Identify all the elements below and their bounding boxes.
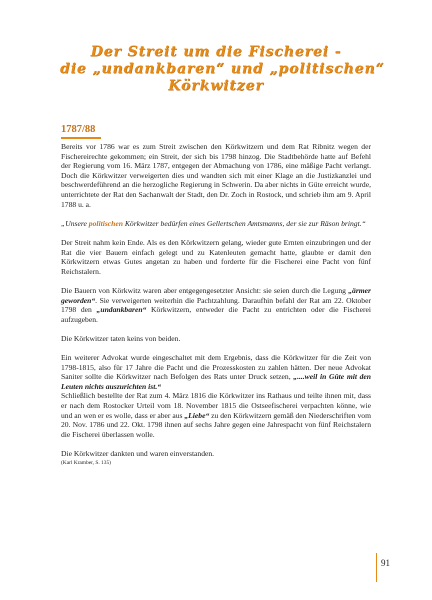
paragraph-5-a: Ein weiterer Advokat wurde eingeschaltet mit dem Ergebnis, dass die Körkwitzer für die Zeit von 1798-1815, also für 17 Jahre die Pacht und die Prozesskosten zu zahlen hätten. Der neue Advokat Saniter sollte die Körkwitzer nach Befolgen des Rats unter Druck setzen,	[61, 353, 371, 382]
paragraph-3-e: Körkwitzern, entweder die Pacht zu entrichten oder die Fischerei aufzugeben.	[61, 305, 371, 324]
quote-1-highlight: politischen	[88, 218, 123, 228]
section-year: 1787/88	[61, 124, 96, 135]
paragraph-5-quote-1: „....weil in Güte mit den Leuten nichts auszurichten ist.“	[61, 372, 371, 391]
paragraph-3-a: Die Bauern von Körkwitz waren aber entgegengesetzter Ansicht: sie seien durch die Legung	[61, 285, 349, 295]
paragraph-4: Die Körkwitzer taten keins von beiden.	[61, 333, 181, 343]
year-underline	[61, 137, 101, 139]
page-title	[60, 44, 385, 95]
paragraph-2: Der Streit nahm kein Ende. Als es den Körkwitzern gelang, wieder gute Ernten einzubringen und der Rat die vier Bauern einfach gelegt und zu Katenleuten gemacht hatte, glaubte er damit den Körkwitzern etwas Gutes angetan zu haben und forderte für die Fischerei eine Pacht von fünf Reichstalern.	[61, 237, 371, 276]
paragraph-3-quote-1: „ärmer geworden“	[61, 285, 371, 305]
quote-1-start: „Unsere	[61, 218, 89, 228]
paragraph-5-quote-2: „Liebe“	[184, 410, 210, 420]
paragraph-3-quote-2: „undankbaren“	[96, 305, 147, 315]
quote-1	[61, 219, 371, 229]
title-line-3: Körkwitzer	[168, 78, 264, 94]
paragraph-5-continued	[61, 391, 371, 439]
paragraph-5-e: zu den Körkwitzern gemäß den Niederschriften vom 20. Nov. 1786 und 22. Okt. 1798 ihnen auf sechs Jahre gegen eine Jahrespacht von fünf Reichstalern die Fischerei überlassen wolle.	[61, 410, 372, 439]
paragraph-3-c: . Sie verweigerten weiterhin die Pachtzahlung. Daraufhin befahl der Rat am 22. Oktober 1798 den	[61, 295, 371, 315]
title-line-2: die „undankbaren“ und „politischen“	[60, 61, 385, 77]
paragraph-5	[61, 353, 371, 391]
paragraph-6: Die Körkwitzer dankten und waren einverstanden.	[61, 449, 215, 458]
page-number-rule	[376, 553, 377, 582]
source-citation: (Karl Kramber, S. 135)	[61, 459, 111, 466]
paragraph-5-c: Schließlich bestellte der Rat zum 4. März 1816 die Körkwitzer ins Rathaus und teilte ihnen mit, dass er nach dem Rostocker Urteil vom 18. November 1815 die Ostseefischerei verpachten könne, wie und an wen er es wolle, dass er aber aus	[61, 391, 371, 420]
quote-1-end: Körkwitzer bedürfen eines Gellertschen Amtsmanns, der sie zur Räson bringt.“	[122, 218, 366, 228]
paragraph-1: Bereits vor 1786 war es zum Streit zwischen den Körkwitzern und dem Rat Ribnitz wegen der Fischereirechte gekommen; ein Streit, der sich bis 1798 hinzog. Die Stadtbehörde hatte auf Befehl der Regierung vom 16. März 1787, entgegen der Abmachung von 1786, eine mäßige Pacht verlangt. Doch die Körkwitzer verweigerten dies und wandten sich mit einer Klage an die Justizkanzlei und beschwerdeführend an die herzogliche Regierung in Schwerin. Da aber nichts in Güte erreicht wurde, unterrichtete der Rat den Sachanwalt der Stadt, den Dr. Zoch in Rostock, und schrieb ihm am 9. April 1788 u. a.	[61, 142, 371, 209]
page-number: 91	[381, 558, 390, 568]
title-line-1: Der Streit um die Fischerei -	[90, 44, 342, 60]
article-body	[61, 124, 371, 467]
paragraph-3	[61, 286, 371, 324]
